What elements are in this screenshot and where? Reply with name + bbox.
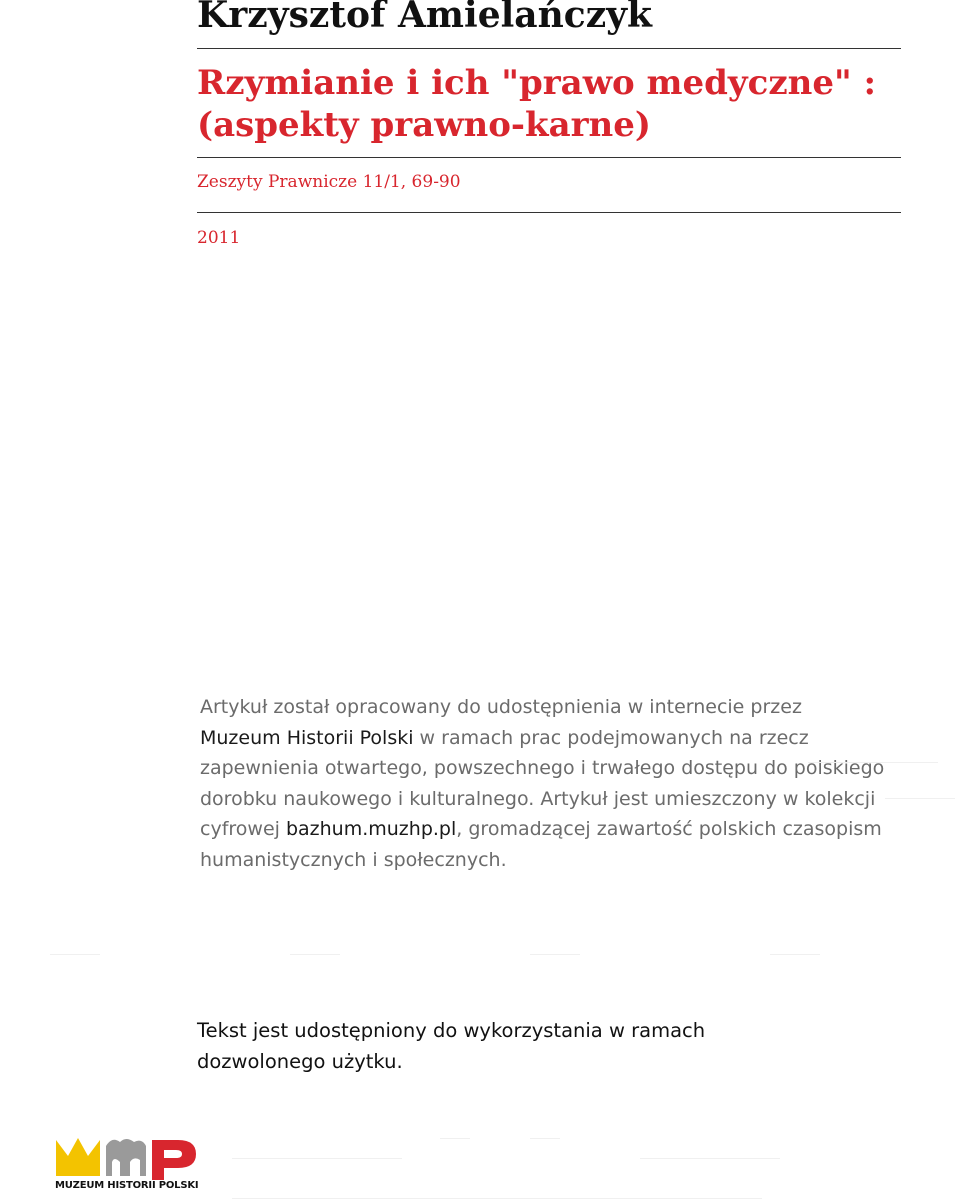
access-notice [200, 692, 890, 875]
usage-notice: Tekst jest udostępniony do wykorzystania w ramach dozwolonego użytku. [197, 1019, 706, 1073]
notice-text: , gromadzącej zawartość polskich czasopism humanistycznych i społecznych. [200, 818, 882, 871]
article-title: Rzymianie i ich "prawo medyczne" : (aspekty prawno-karne) [197, 63, 877, 145]
faint-rule [232, 1198, 762, 1199]
publication-year: 2011 [197, 228, 241, 248]
divider-rule [197, 157, 901, 158]
logo-crown-shape [56, 1138, 100, 1176]
notice-text: w ramach prac podejmowanych na rzecz zapewnienia otwartego, powszechnego i trwałego dostępu do polskiego dorobku naukowego i kulturalnego. Artykuł jest umieszczony w kolekcji cyfrowej [200, 726, 885, 840]
faint-rule [530, 954, 580, 955]
journal-citation: Zeszyty Prawnicze 11/1, 69-90 [197, 172, 461, 192]
faint-rule [440, 1138, 470, 1139]
logo-label: MUZEUM HISTORII POLSKI [55, 1180, 199, 1191]
faint-rule [885, 798, 955, 799]
faint-rule [808, 762, 938, 763]
faint-rule [50, 954, 100, 955]
faint-rule [640, 1158, 780, 1159]
notice-text: Artykuł został opracowany do udostępnienia w internecie przez [200, 696, 802, 718]
logo-eagle-shape [106, 1139, 146, 1176]
divider-rule [197, 48, 901, 49]
faint-rule [290, 954, 340, 955]
faint-rule [770, 954, 820, 955]
author-name: Krzysztof Amielańczyk [197, 0, 652, 36]
divider-rule [197, 212, 901, 213]
faint-rule [530, 1138, 560, 1139]
collection-link[interactable]: bazhum.muzhp.pl [285, 818, 457, 840]
institution-name: Muzeum Historii Polski [200, 726, 414, 749]
logo-p-shape [152, 1140, 196, 1180]
faint-rule [232, 1158, 402, 1159]
